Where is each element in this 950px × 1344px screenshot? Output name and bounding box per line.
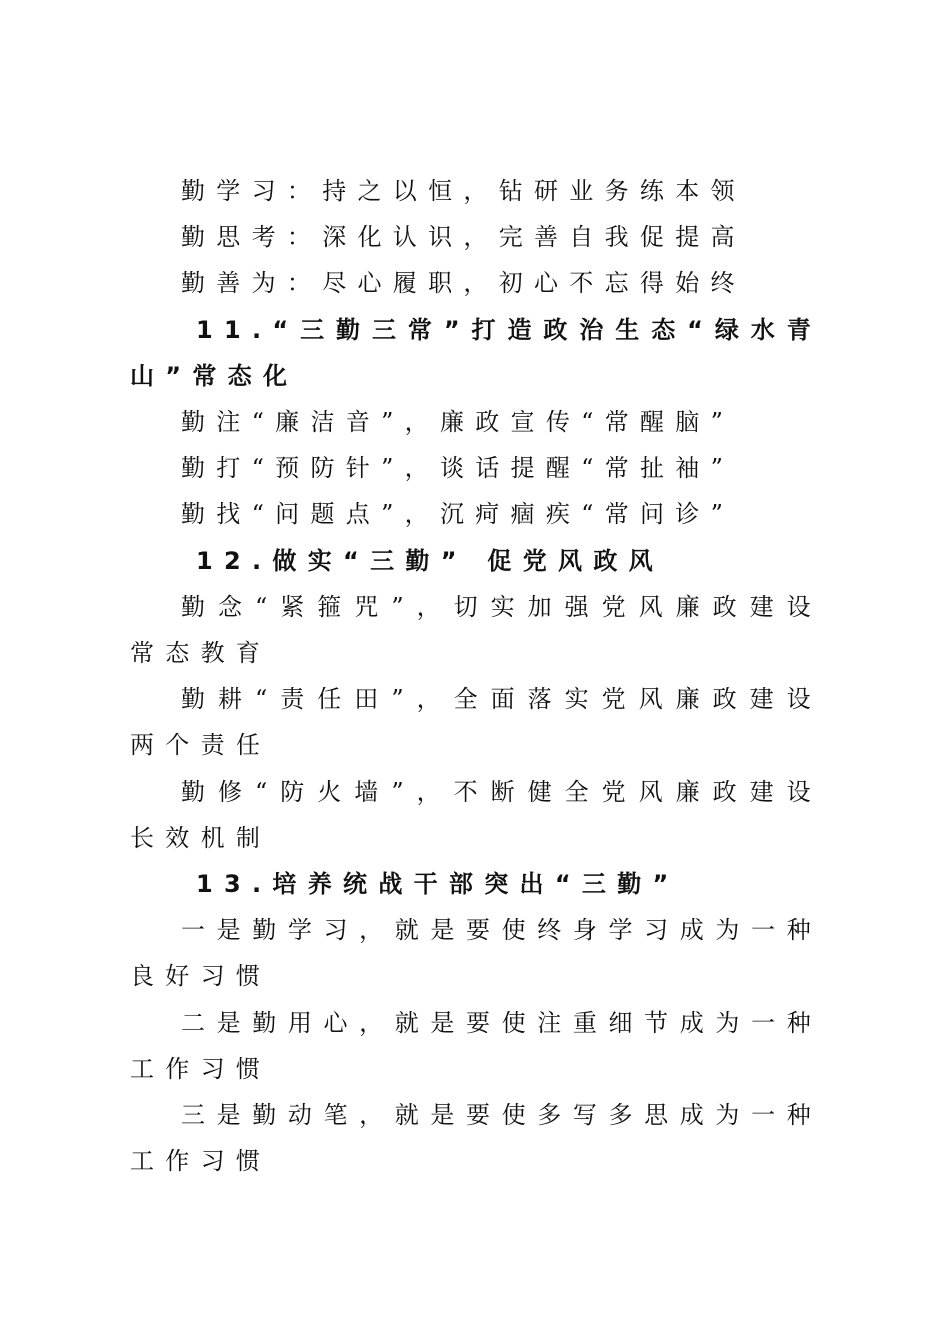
body-paragraph: 勤修“防火墙”，不断健全党风廉政建设长效机制 <box>130 777 822 852</box>
body-paragraph: 勤注“廉洁音”，廉政宣传“常醒脑” <box>181 408 735 437</box>
body-paragraph: 勤找“问题点”，沉疴痼疾“常问诊” <box>181 500 735 529</box>
body-paragraph: 勤善为：尽心履职，初心不忘得始终 <box>181 269 746 298</box>
body-paragraph: 二是勤用心，就是要使注重细节成为一种工作习惯 <box>130 1008 822 1083</box>
body-paragraph: 勤念“紧箍咒”，切实加强党风廉政建设常态教育 <box>130 592 822 668</box>
body-paragraph: 一是勤学习，就是要使终身学习成为一种良好习惯 <box>130 916 822 991</box>
body-paragraph: 三是勤动笔，就是要使多写多思成为一种工作习惯 <box>130 1101 822 1176</box>
section-heading: 12.做实“三勤” 促党风政风 <box>196 546 664 575</box>
section-heading: 13.培养统战干部突出“三勤” <box>196 870 680 899</box>
body-paragraph: 勤学习：持之以恒，钻研业务练本领 <box>181 177 746 205</box>
body-paragraph: 勤打“预防针”，谈话提醒“常扯袖” <box>181 454 735 483</box>
section-heading: 11.“三勤三常”打造政治生态“绿水青山”常态化 <box>130 315 822 390</box>
body-paragraph: 勤思考：深化认识，完善自我促提高 <box>181 223 746 252</box>
document-page <box>130 168 822 1184</box>
body-paragraph: 勤耕“责任田”，全面落实党风廉政建设两个责任 <box>130 685 822 760</box>
